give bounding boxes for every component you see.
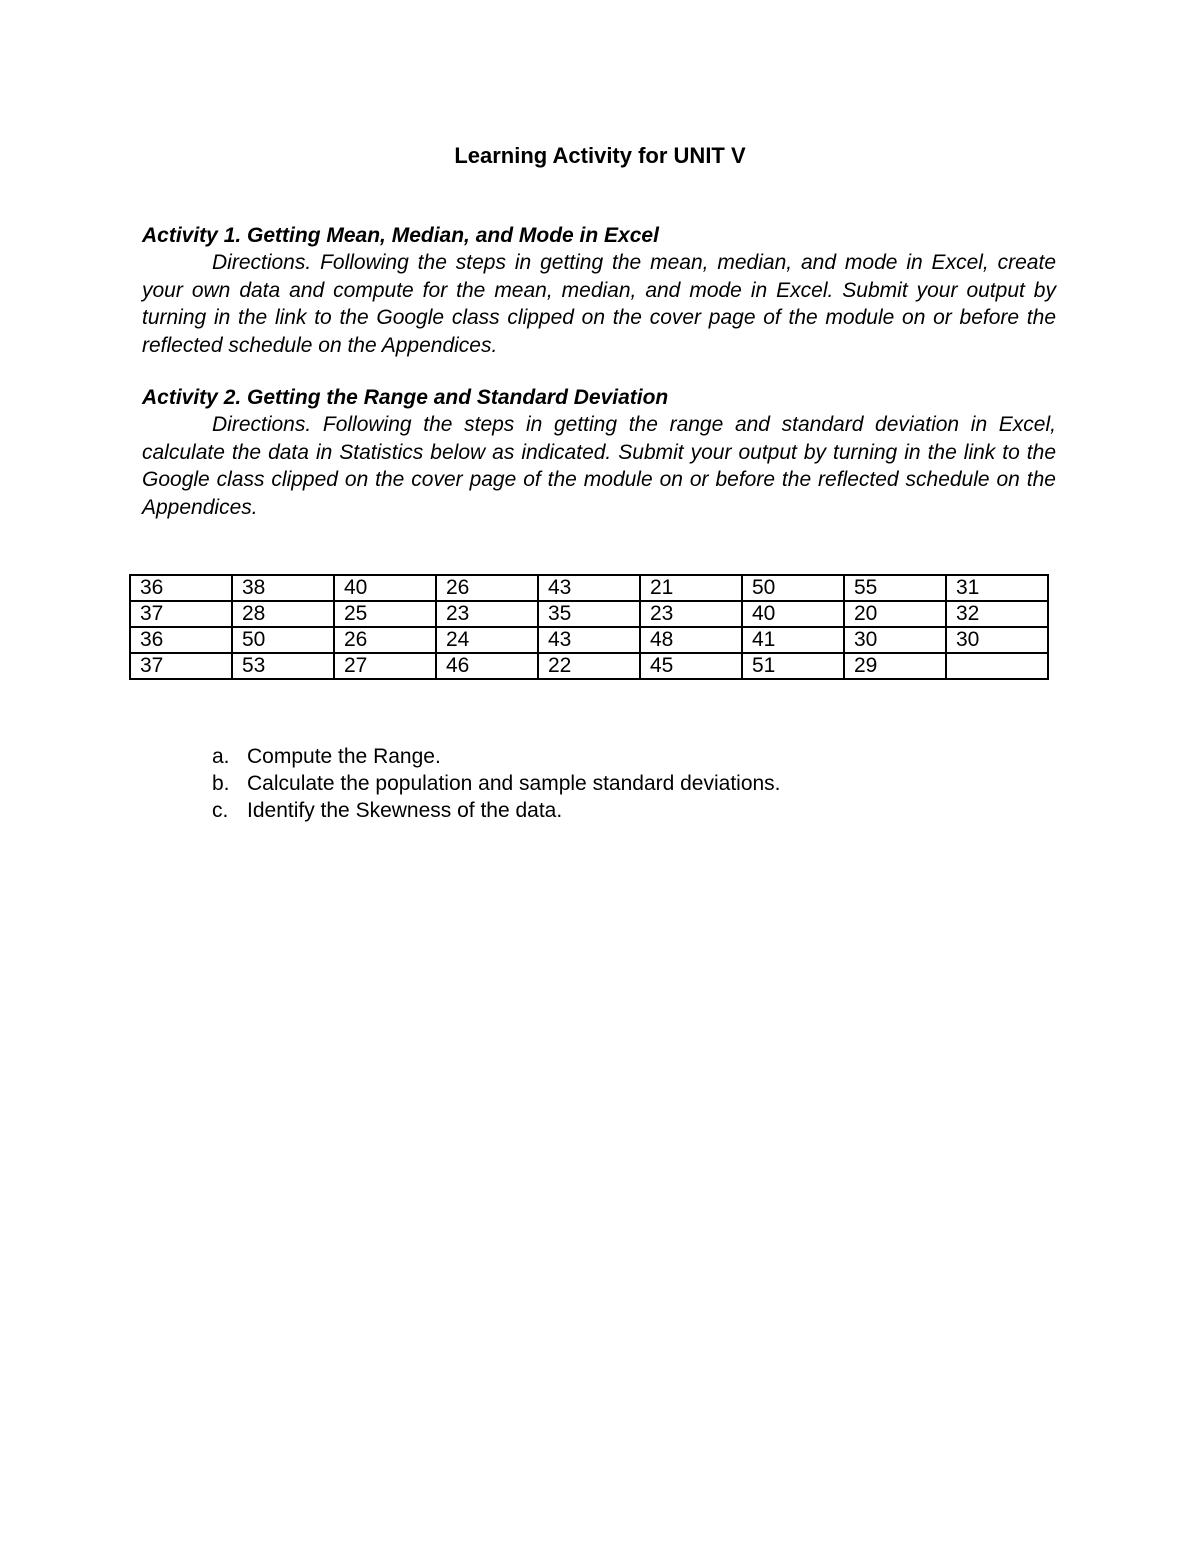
activity-2-heading: Activity 2. Getting the Range and Standard Deviation [142, 386, 669, 409]
table-cell: 48 [640, 627, 742, 653]
task-text: Calculate the population and sample standard deviations. [247, 772, 781, 795]
table-cell: 30 [844, 627, 946, 653]
activity-2-section [142, 384, 1056, 521]
table-cell: 20 [844, 601, 946, 627]
table-cell: 40 [334, 575, 436, 601]
table-cell: 31 [946, 575, 1048, 601]
table-cell: 22 [538, 653, 640, 679]
statistics-data-table [129, 574, 1049, 680]
table-cell: 24 [436, 627, 538, 653]
table-cell: 26 [334, 627, 436, 653]
table-cell: 51 [742, 653, 844, 679]
data-table-body [130, 575, 1048, 679]
table-cell: 50 [232, 627, 334, 653]
task-item [212, 770, 781, 797]
table-cell: 35 [538, 601, 640, 627]
table-cell: 45 [640, 653, 742, 679]
table-cell: 29 [844, 653, 946, 679]
task-item [212, 797, 781, 824]
table-cell: 40 [742, 601, 844, 627]
table-cell: 23 [640, 601, 742, 627]
table-cell: 55 [844, 575, 946, 601]
table-cell: 36 [130, 575, 232, 601]
table-cell: 25 [334, 601, 436, 627]
table-cell: 53 [232, 653, 334, 679]
table-cell: 37 [130, 653, 232, 679]
table-row [130, 627, 1048, 653]
table-cell: 38 [232, 575, 334, 601]
task-text: Compute the Range. [247, 745, 441, 768]
table-cell: 21 [640, 575, 742, 601]
table-row [130, 601, 1048, 627]
table-cell: 37 [130, 601, 232, 627]
table-cell: 41 [742, 627, 844, 653]
activity-2-directions: Directions. Following the steps in getting the range and standard deviation in Excel, calculate the data in Statistics below as indicated. Submit your output by turning in the link to the Google class clipped on the cover page of the module on or before the reflected schedule on the Appendices. [142, 413, 1056, 519]
table-cell: 28 [232, 601, 334, 627]
table-cell: 43 [538, 575, 640, 601]
table-cell [946, 653, 1048, 679]
table-cell: 26 [436, 575, 538, 601]
table-row [130, 575, 1048, 601]
table-cell: 27 [334, 653, 436, 679]
table-cell: 36 [130, 627, 232, 653]
page-title: Learning Activity for UNIT V [454, 143, 746, 168]
table-row [130, 653, 1048, 679]
table-cell: 30 [946, 627, 1048, 653]
task-marker: b. [212, 772, 230, 795]
task-list [212, 743, 781, 824]
activity-1-heading: Activity 1. Getting Mean, Median, and Mode in Excel [142, 224, 659, 247]
task-item [212, 743, 781, 770]
table-cell: 23 [436, 601, 538, 627]
table-cell: 43 [538, 627, 640, 653]
activity-1-section [142, 222, 1056, 359]
table-cell: 46 [436, 653, 538, 679]
activity-1-directions: Directions. Following the steps in getting the mean, median, and mode in Excel, create your own data and compute for the mean, median, and mode in Excel. Submit your output by turning in the link to the Google class clipped on the cover page of the module on or before the reflected schedule on the Appendices. [142, 251, 1056, 357]
task-marker: a. [212, 745, 230, 768]
task-text: Identify the Skewness of the data. [247, 799, 563, 822]
task-marker: c. [212, 799, 229, 822]
table-cell: 32 [946, 601, 1048, 627]
table-cell: 50 [742, 575, 844, 601]
